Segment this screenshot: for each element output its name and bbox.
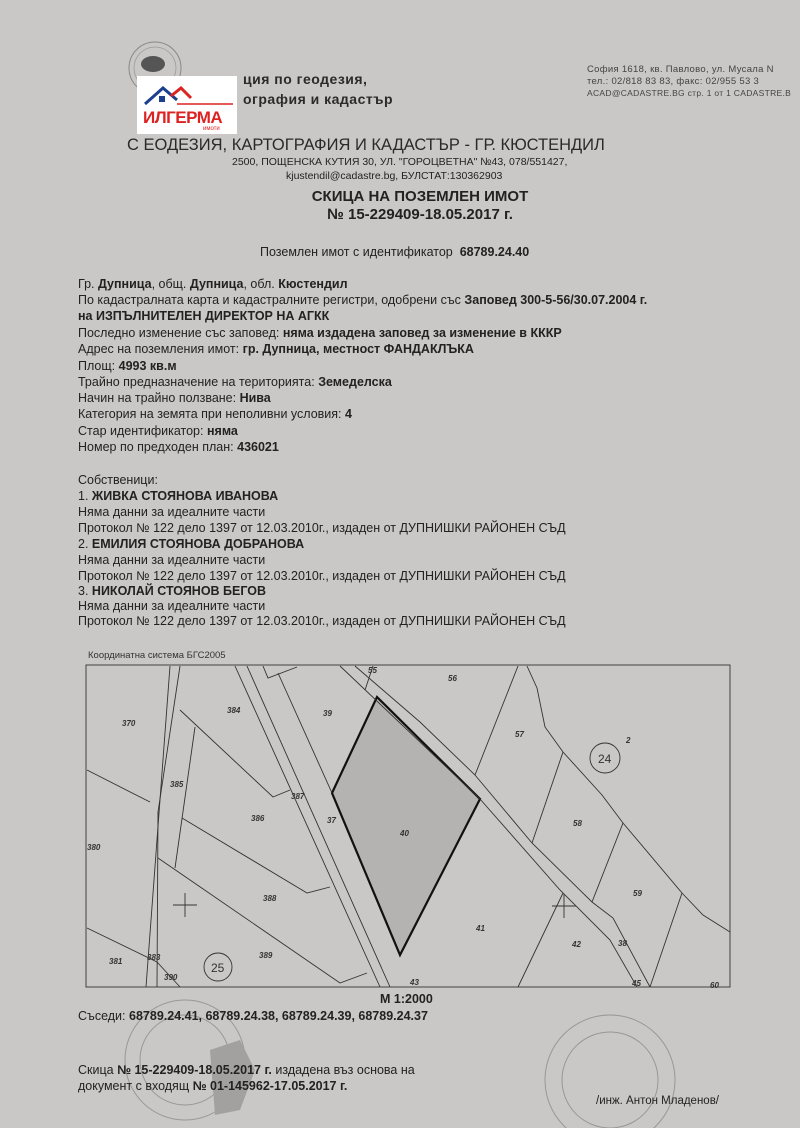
grid-cross-icon (552, 894, 576, 918)
parcel-label: 41 (476, 924, 485, 933)
identifier-label: Поземлен имот с идентификатор (260, 245, 453, 259)
owner-share: Няма данни за идеалните части (78, 553, 266, 567)
contact-line-2: тел.: 02/818 83 83, факс: 02/955 53 3 (587, 76, 760, 87)
contact-line-3: ACAD@CADASTRE.BG стр. 1 от 1 CADASTRE.B (587, 88, 792, 98)
parcel-label: 59 (633, 889, 642, 898)
parcel-label: 387 (291, 792, 305, 801)
parcel-label: 37 (327, 816, 336, 825)
logo-text: ИЛГЕРМА (143, 108, 223, 127)
last-change-line: Последно изменение със заповед: няма издадена заповед за изменение в КККР (78, 326, 562, 340)
block-label: 25 (211, 961, 225, 975)
parcel-label: 56 (448, 674, 457, 683)
owner-name: 2. ЕМИЛИЯ СТОЯНОВА ДОБРАНОВА (78, 537, 305, 551)
parcel-label: 389 (259, 951, 273, 960)
old-id-line: Стар идентификатор: няма (78, 424, 238, 438)
issued-line-2: документ с входящ № 01-145962-17.05.2017 г. (78, 1079, 348, 1093)
usage-line: Начин на трайно ползване: Нива (78, 391, 271, 405)
owner-document: Протокол № 122 дело 1397 от 12.03.2010г., издаден от ДУПНИШКИ РАЙОНЕН СЪД (78, 521, 566, 535)
address-line-2: kjustendil@cadastre.bg, БУЛСТАТ:130362903 (286, 170, 503, 182)
parcel-label: 58 (573, 819, 582, 828)
office-title: С ЕОДЕЗИЯ, КАРТОГРАФИЯ И КАДАСТЪР - ГР. КЮСТЕНДИЛ (127, 136, 605, 154)
signature: /инж. Антон Младенов/ (596, 1095, 719, 1107)
parcel-label: 2 (626, 736, 631, 745)
neighbours-line: Съседи: 68789.24.41, 68789.24.38, 68789.24.39, 68789.24.37 (78, 1009, 428, 1023)
coordinate-system-label: Координатна система БГС2005 (88, 650, 226, 661)
owner-share: Няма данни за идеалните части (78, 599, 266, 613)
category-line: Категория на земята при неполивни условия: 4 (78, 407, 352, 421)
block-label: 24 (598, 752, 612, 766)
parcel-label: 43 (410, 978, 419, 987)
document-number: № 15-229409-18.05.2017 г. (327, 206, 513, 223)
area-line: Площ: 4993 кв.м (78, 359, 177, 373)
parcel-label: 381 (109, 957, 123, 966)
parcel-label: 42 (572, 940, 581, 949)
parcel-label: 380 (87, 843, 101, 852)
parcel-label: 57 (515, 730, 524, 739)
parcel-label: 386 (251, 814, 265, 823)
purpose-line: Трайно предназначение на територията: Земеделска (78, 375, 392, 389)
logo-subtext: имоти (203, 126, 220, 132)
approval-line: По кадастралната карта и кадастралните регистри, одобрени със Заповед 300-5-56/30.07.2004 г. (78, 293, 648, 307)
address-line-1: 2500, ПОЩЕНСКА КУТИЯ 30, УЛ. "ГОРОЦВЕТНА" №43, 078/551427, (232, 156, 568, 168)
approval-authority: на ИЗПЪЛНИТЕЛЕН ДИРЕКТОР НА АГКК (78, 309, 330, 323)
document-title: СКИЦА НА ПОЗЕМЛЕН ИМОТ (311, 188, 529, 205)
parcel-label: 390 (164, 973, 178, 982)
agency-line-2: ография и кадастър (243, 91, 393, 107)
subject-parcel-40 (332, 697, 480, 955)
parcel-label: 39 (323, 709, 332, 718)
map-scale: М 1:2000 (380, 992, 433, 1006)
parcel-label: 60 (710, 981, 719, 990)
location-line: Гр. Дупница, общ. Дупница, обл. Кюстендил (78, 277, 348, 291)
parcel-label: 384 (227, 706, 241, 715)
owner-share: Няма данни за идеалните части (78, 505, 266, 519)
parcel-label: 383 (147, 953, 161, 962)
contact-line-1: София 1618, кв. Павлово, ул. Мусала N (587, 64, 774, 75)
owner-document: Протокол № 122 дело 1397 от 12.03.2010г., издаден от ДУПНИШКИ РАЙОНЕН СЪД (78, 614, 566, 628)
parcel-label: 45 (632, 979, 641, 988)
grid-cross-icon (173, 893, 197, 917)
prev-plan-line: Номер по предходен план: 436021 (78, 440, 279, 454)
owner-name: 1. ЖИВКА СТОЯНОВА ИВАНОВА (78, 489, 279, 503)
identifier-value: 68789.24.40 (459, 245, 530, 259)
issued-line-1: Скица № 15-229409-18.05.2017 г. издадена въз основа на (78, 1063, 415, 1077)
parcel-label: 370 (122, 719, 136, 728)
owners-heading: Собственици: (78, 473, 158, 487)
owner-document: Протокол № 122 дело 1397 от 12.03.2010г., издаден от ДУПНИШКИ РАЙОНЕН СЪД (78, 569, 566, 583)
parcel-label: 38 (618, 939, 627, 948)
address-line: Адрес на поземления имот: гр. Дупница, местност ФАНДАКЛЪКА (78, 342, 474, 356)
owner-name: 3. НИКОЛАЙ СТОЯНОВ БЕГОВ (78, 584, 267, 598)
agency-line-1: ция по геодезия, (243, 71, 368, 87)
parcel-label: 40 (400, 829, 409, 838)
parcel-label: 55 (368, 666, 377, 675)
parcel-label: 385 (170, 780, 184, 789)
parcel-label: 388 (263, 894, 277, 903)
